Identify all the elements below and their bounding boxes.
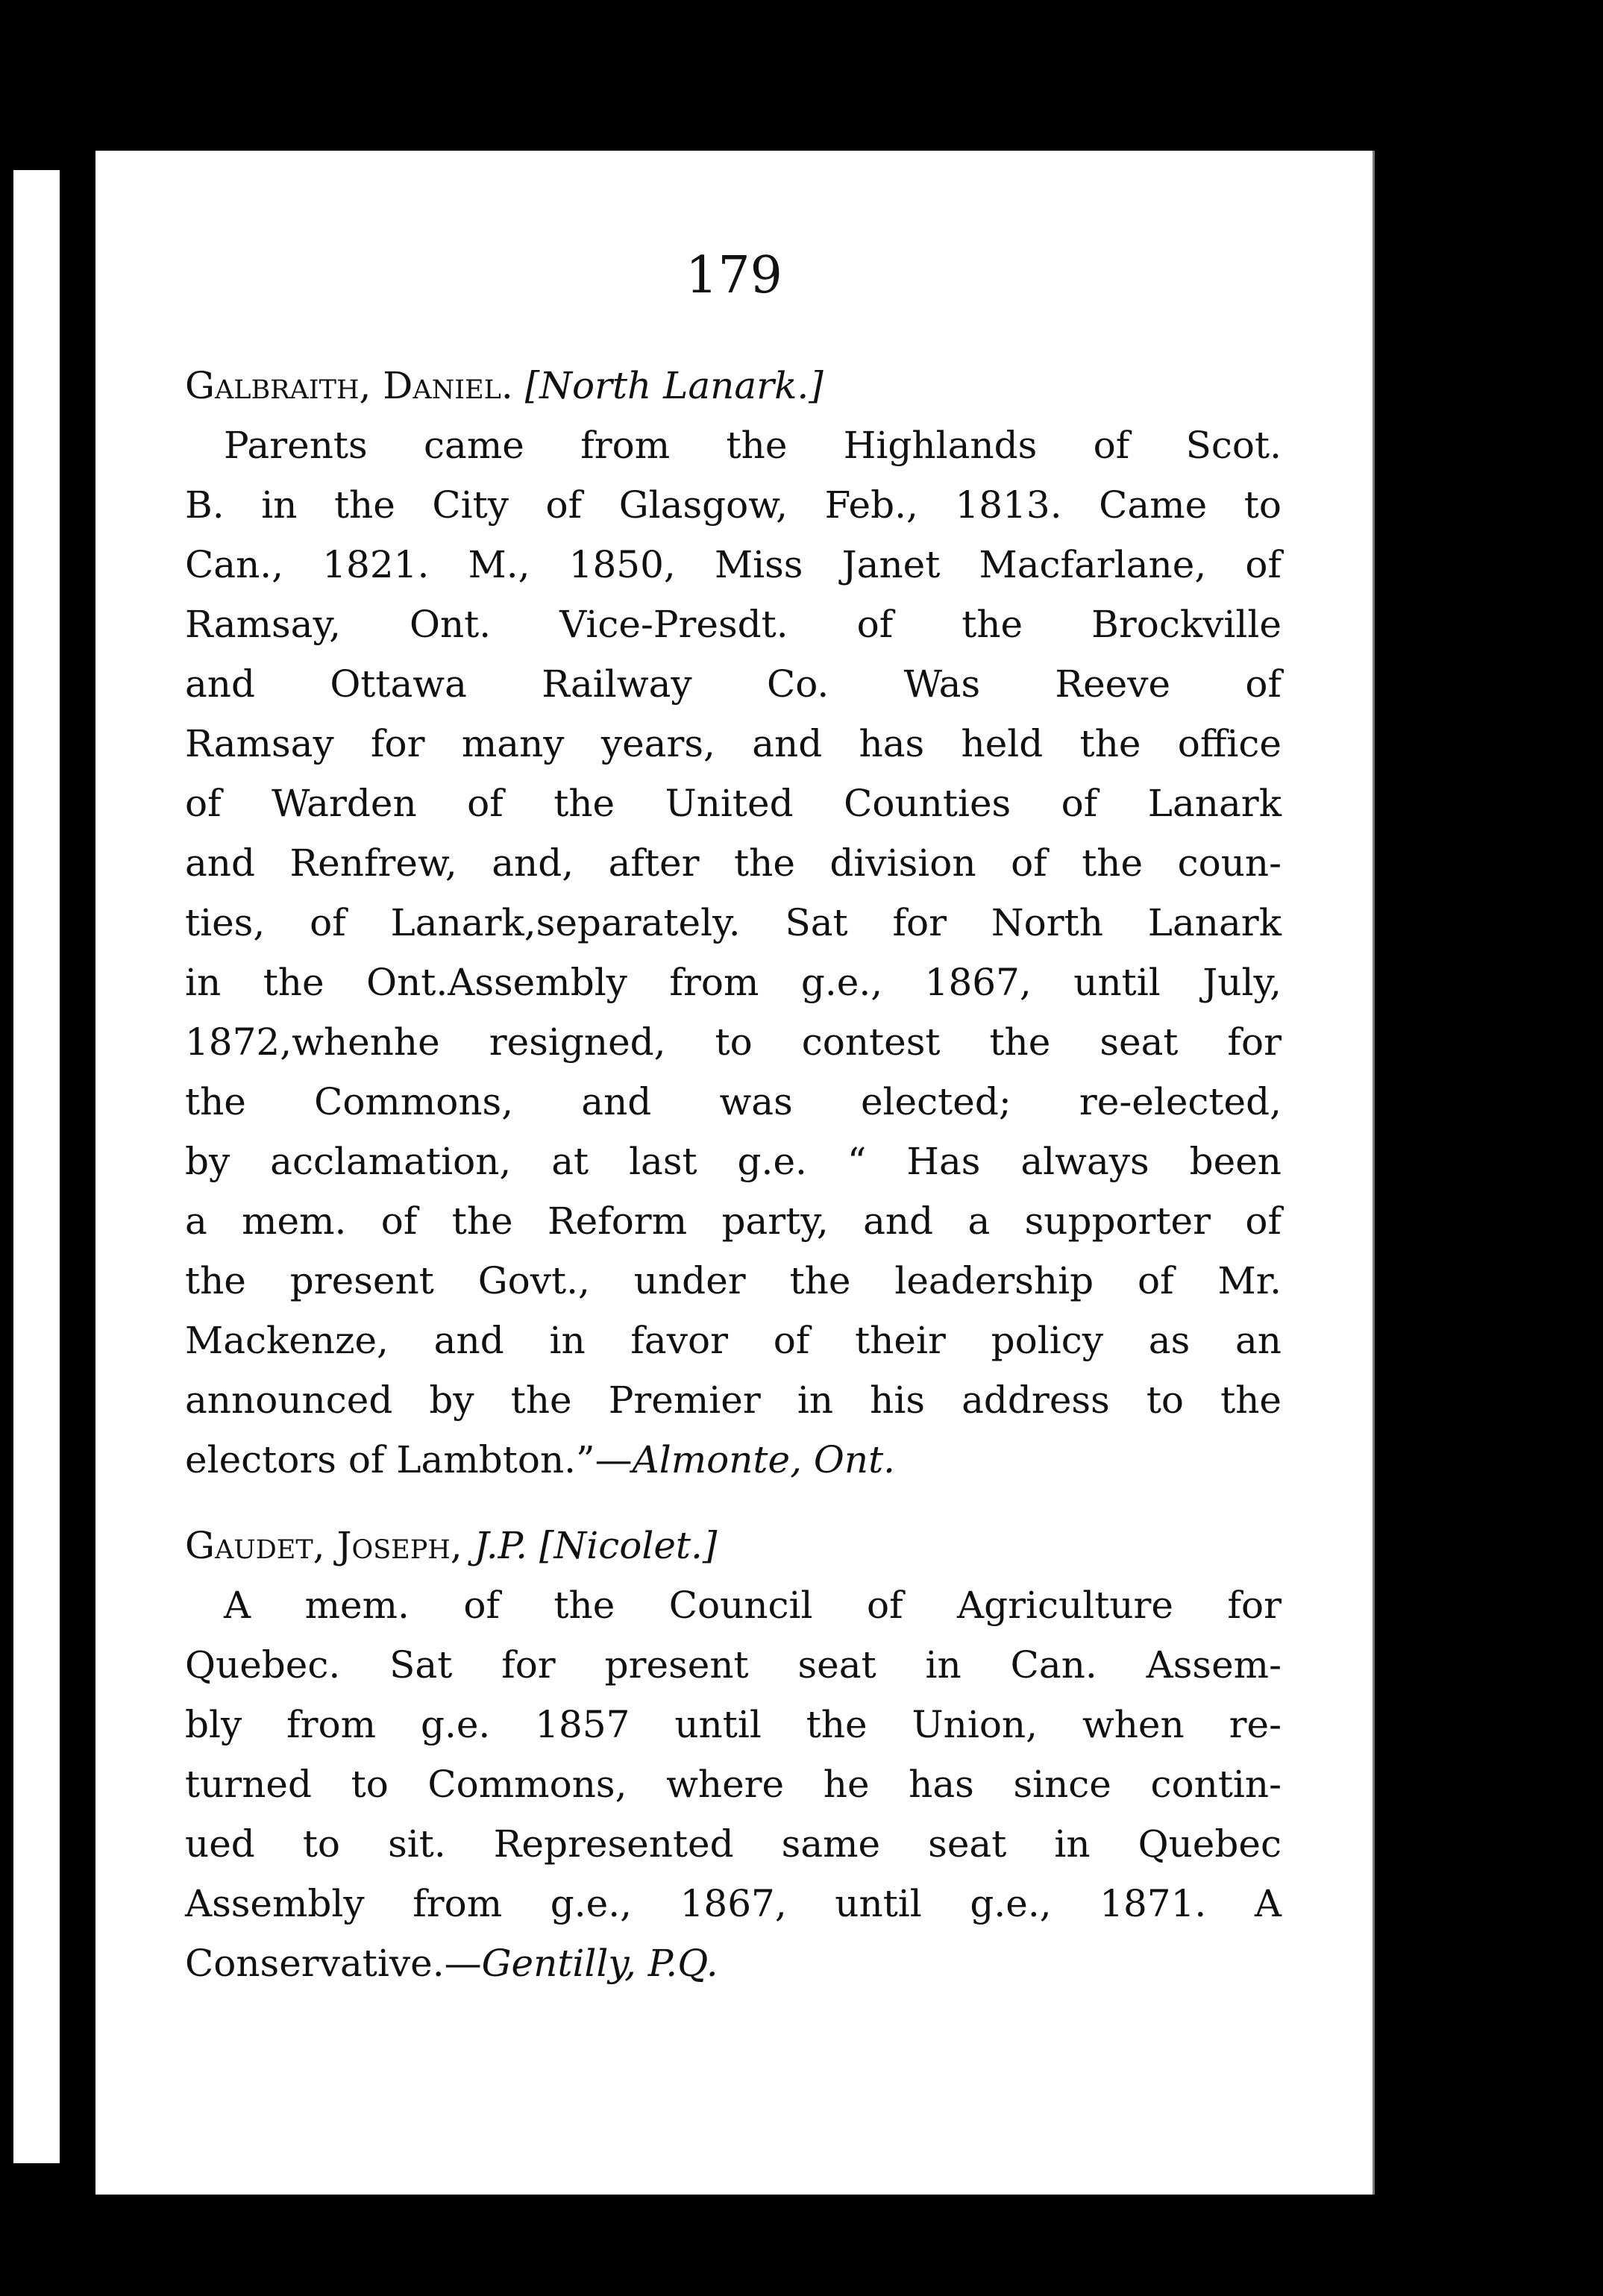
biography-entry bbox=[185, 356, 1282, 1490]
text-line: Assembly from g.e., 1867, until g.e., 1871. A bbox=[185, 1882, 1282, 1925]
text-line: and Ottawa Railway Co. Was Reeve of bbox=[185, 662, 1282, 706]
text-line: in the Ont.Assembly from g.e., 1867, until July, bbox=[185, 961, 1282, 1004]
member-title: J.P. bbox=[474, 1524, 528, 1567]
page-edge-rule bbox=[1373, 151, 1375, 2195]
left-page-edge bbox=[13, 170, 60, 2163]
text-line-final bbox=[185, 1430, 1282, 1490]
text-line: a mem. of the Reform party, and a supporter of bbox=[185, 1199, 1282, 1243]
entry-heading bbox=[185, 1516, 1282, 1575]
text-line: Quebec. Sat for present seat in Can. Assem- bbox=[185, 1643, 1282, 1687]
book-page bbox=[95, 151, 1373, 2195]
page-number: 179 bbox=[686, 246, 782, 305]
residence-place: Almonte, Ont. bbox=[632, 1438, 896, 1481]
text-line: the present Govt., under the leadership of Mr. bbox=[185, 1259, 1282, 1302]
text-line: Mackenze, and in favor of their policy as an bbox=[185, 1319, 1282, 1362]
text-line: the Commons, and was elected; re-elected, bbox=[185, 1080, 1282, 1123]
text-line: Ramsay for many years, and has held the office bbox=[185, 722, 1282, 765]
residence-place: Gentilly, P.Q. bbox=[481, 1942, 718, 1985]
text-line: announced by the Premier in his address to the bbox=[185, 1378, 1282, 1422]
text-line: of Warden of the United Counties of Lanark bbox=[185, 782, 1282, 825]
text-line: by acclamation, at last g.e. “ Has always been bbox=[185, 1140, 1282, 1183]
riding-name: [North Lanark.] bbox=[524, 364, 824, 407]
text-line: ued to sit. Represented same seat in Quebec bbox=[185, 1822, 1282, 1866]
text-line: Parents came from the Highlands of Scot. bbox=[224, 424, 1282, 467]
biography-entry bbox=[185, 1516, 1282, 1993]
text-line: 1872,whenhe resigned, to contest the seat for bbox=[185, 1020, 1282, 1064]
text-line-final bbox=[185, 1933, 1282, 1993]
text-line: Ramsay, Ont. Vice-Presdt. of the Brockville bbox=[185, 603, 1282, 646]
text-line: A mem. of the Council of Agriculture for bbox=[224, 1584, 1282, 1627]
text-line-tail: Conservative.— bbox=[185, 1942, 482, 1985]
text-line: B. in the City of Glasgow, Feb., 1813. Came to bbox=[185, 483, 1282, 527]
text-line: Can., 1821. M., 1850, Miss Janet Macfarlane, of bbox=[185, 543, 1282, 586]
text-line: turned to Commons, where he has since contin- bbox=[185, 1763, 1282, 1806]
text-line: ties, of Lanark,separately. Sat for North Lanark bbox=[185, 901, 1282, 944]
text-line-tail: electors of Lambton.”— bbox=[185, 1438, 633, 1481]
entry-heading bbox=[185, 356, 1282, 415]
riding-name: [Nicolet.] bbox=[539, 1524, 718, 1567]
member-name: Galbraith, Daniel. bbox=[185, 364, 513, 407]
member-name: Gaudet, Joseph, bbox=[185, 1524, 462, 1567]
text-line: and Renfrew, and, after the division of the coun- bbox=[185, 841, 1282, 885]
text-line: bly from g.e. 1857 until the Union, when re- bbox=[185, 1703, 1282, 1746]
